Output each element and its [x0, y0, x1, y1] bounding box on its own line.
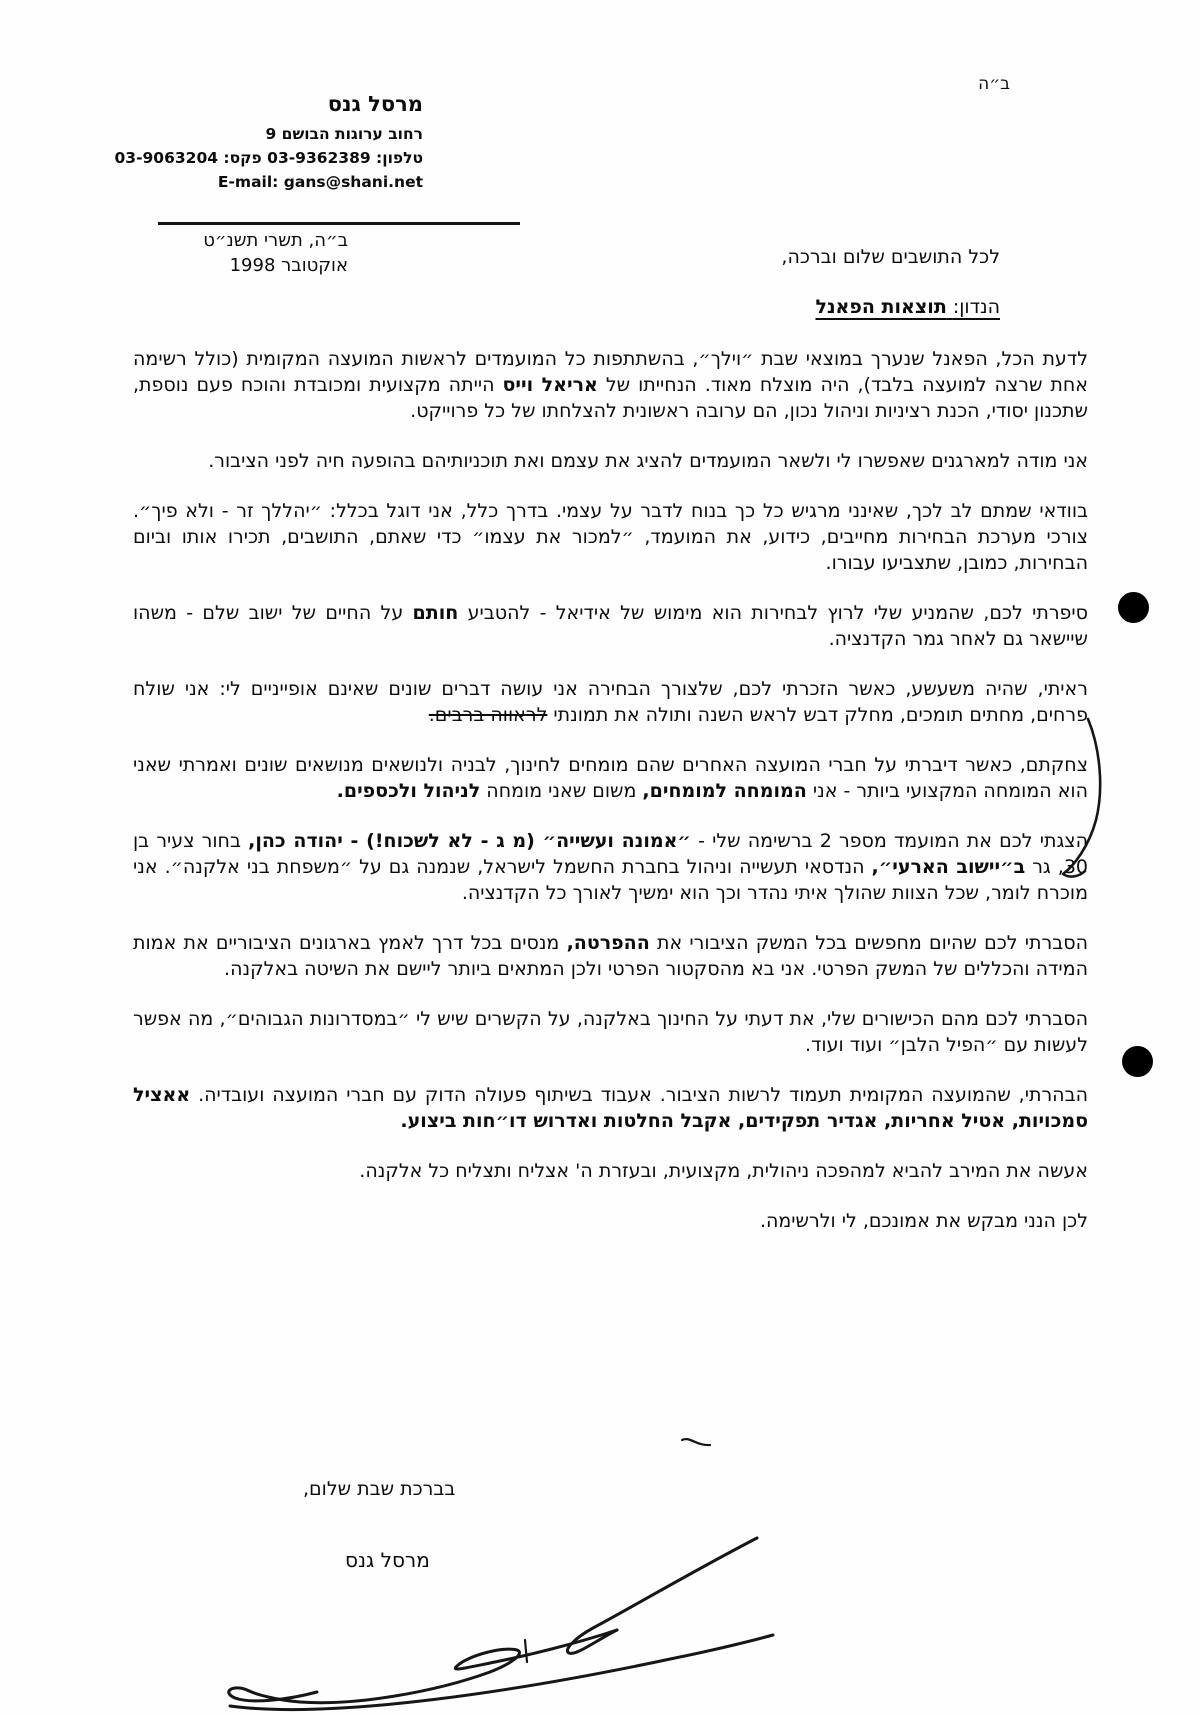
letter-paragraph — [133, 676, 1088, 728]
ink-dot-mark — [1118, 592, 1149, 623]
text-run: הנדסאי תעשייה וניהול בחברת החשמל לישראל, שנמנה גם על ״משפחת בני אלקנה״. אני מוכרח לומר, שכל הצוות שהולך איתי נהדר וכך הוא ימשיך לאורך כל הקדנציה. — [133, 856, 1088, 904]
letter-paragraph — [133, 448, 1088, 474]
bold-text-run: ״אמונה ועשייה״ (מ ג - לא לשכוח!) - יהודה כהן, — [248, 830, 691, 852]
text-run: בוודאי שמתם לב לכך, שאינני מרגיש כל כך בנוח לדבר על עצמי. בדרך כלל, אני דוגל בכלל: ״יהללך זר - ולא פיך״. צורכי מערכת הבחירות מחייבים, כידוע, את המועמד, ״למכור את עצמו״ כדי שאתם, התושבים, תכירו אותו וביום הבחירות, כמובן, שתצביעו עבורו. — [133, 500, 1088, 574]
letterhead-divider-rule — [158, 222, 520, 225]
text-run: ראיתי, שהיה משעשע, כאשר הזכרתי לכם, שלצורך הבחירה אני עושה דברים שונים שאינם אופייניים לי: אני שולח פרחים, מחתים תומכים, מחלק דבש לראש השנה ותולה את תמונתי — [133, 678, 1088, 726]
text-run: הבהרתי, שהמועצה המקומית תעמוד לרשות הציבור. אעבוד בשיתוף פעולה הדוק עם חברי המועצה ועובדיה. — [190, 1084, 1088, 1106]
subject-line — [815, 296, 1000, 318]
secular-date: אוקטובר 1998 — [229, 255, 348, 276]
bsd-abbreviation: ב״ה — [978, 74, 1010, 94]
text-run: הצגתי לכם את המועמד מספר 2 ברשימה שלי - — [690, 830, 1088, 852]
stray-pen-mark — [680, 1436, 716, 1450]
ink-dot-mark — [1122, 1046, 1153, 1077]
date-block — [178, 228, 348, 278]
bold-text-run: המומחה למומחים, — [642, 780, 807, 802]
text-run: על החיים של ישוב שלם - משהו שיישאר גם לאחר גמר הקדנציה. — [133, 602, 1088, 650]
letter-body — [133, 346, 1088, 1258]
bold-text-run: ההפרטה, — [566, 932, 650, 954]
letterhead-email — [168, 170, 423, 194]
text-run: אעשה את המירב להביא למהפכה ניהולית, מקצועית, ובעזרת ה' אצליח ותצליח כל אלקנה. — [359, 1160, 1088, 1182]
letterhead-phone-fax: טלפון: 03-9362389 פקס: 03-9063204 — [114, 149, 423, 167]
text-run: הסברתי לכם שהיום מחפשים בכל המשק הציבורי את — [649, 932, 1088, 954]
letter-paragraph — [133, 1006, 1088, 1058]
text-run: לכן הנני מבקש את אמונכם, לי ולרשימה. — [759, 1210, 1088, 1232]
letter-paragraph — [133, 498, 1088, 576]
hebrew-date: ב״ה, תשרי תשנ״ט — [203, 230, 348, 251]
bold-text-run: אאציל סמכויות, אטיל אחריות, אגדיר תפקידים, אקבל החלטות ואדרוש דו״חות ביצוע. — [133, 1084, 1088, 1132]
text-run: משום שאני מומחה — [480, 780, 643, 802]
text-run: בחור צעיר בן 30, גר — [133, 830, 1088, 878]
letterhead-email-text: E-mail: gans@shani.net — [217, 173, 423, 191]
text-run: אני מודה למארגנים שאפשרו לי ולשאר המועמדים להציג את עצמם ואת תוכניותיהם בהופעה חיה לפני הציבור. — [208, 450, 1088, 472]
letterhead-address: רחוב ערוגות הבושם 9 — [265, 125, 423, 143]
letter-paragraph — [133, 828, 1088, 906]
text-run: הייתה מקצועית ומכובדת והוכח פעם נוספת, שתכנון יסודי, הכנת רציניות וניהול נכון, הם ערובה ראשונית להצלחתו של כל פרוייקט. — [133, 374, 1088, 422]
bold-text-run: לניהול ולכספים. — [336, 780, 481, 802]
subject-title: תוצאות הפאנל — [815, 296, 947, 318]
text-run: סיפרתי לכם, שהמניע שלי לרוץ לבחירות הוא מימוש של אידיאל - להטביע — [458, 602, 1089, 624]
greeting-line: לכל התושבים שלום וברכה, — [781, 246, 1000, 268]
text-run: לדעת הכל, הפאנל שנערך במוצאי שבת ״וילך״, בהשתתפות כל המועמדים לראשות המועצה המקומית (כולל רשימה אחת שרצה למועצה בלבד), היה מוצלח מאוד. הנחייתו של — [133, 348, 1089, 396]
closing-blessing: בברכת שבת שלום, — [303, 1478, 456, 1500]
handwritten-margin-bracket — [1058, 716, 1118, 886]
subject-label: הנדון: — [952, 296, 1000, 318]
text-run: מנסים בכל דרך לאמץ בארגונים הציבוריים את אמות המידה והכללים של המשק הפרטי. אני בא מהסקטור הפרטי ולכן המתאים ביותר ליישם את השיטה באלקנה. — [133, 932, 1088, 980]
text-run: צחקתם, כאשר דיברתי על חברי המועצה האחרים שהם מומחים לחינוך, לבניה ולנושאים מנושאים שונים ואמרתי שאני הוא המומחה המקצועי ביותר - אני — [133, 754, 1088, 802]
letter-paragraph — [133, 1082, 1088, 1134]
letter-paragraph — [133, 930, 1088, 982]
letter-paragraph — [133, 346, 1088, 424]
letterhead — [114, 92, 423, 194]
letter-paragraph — [133, 600, 1088, 652]
struck-text: לראווה ברבים. — [428, 704, 548, 726]
letter-paragraph — [133, 752, 1088, 804]
letter-paragraph — [133, 1208, 1088, 1234]
signer-name: מרסל גנס — [345, 1548, 430, 1572]
letterhead-name: מרסל גנס — [327, 92, 423, 116]
bold-text-run: חותם — [412, 602, 459, 624]
signature-scribble — [195, 1522, 795, 1710]
subject-underlined — [815, 296, 1000, 318]
text-run: הסברתי לכם מהם הכישורים שלי, את דעתי על החינוך באלקנה, על הקשרים שיש לי ״במסדרונות הגבוהים״, מה אפשר לעשות עם ״הפיל הלבן״ ועוד ועוד. — [133, 1008, 1088, 1056]
letter-paragraph — [133, 1158, 1088, 1184]
bold-text-run: אריאל וייס — [502, 374, 598, 396]
bold-text-run: ב״יישוב הארעי״, — [871, 856, 1026, 878]
